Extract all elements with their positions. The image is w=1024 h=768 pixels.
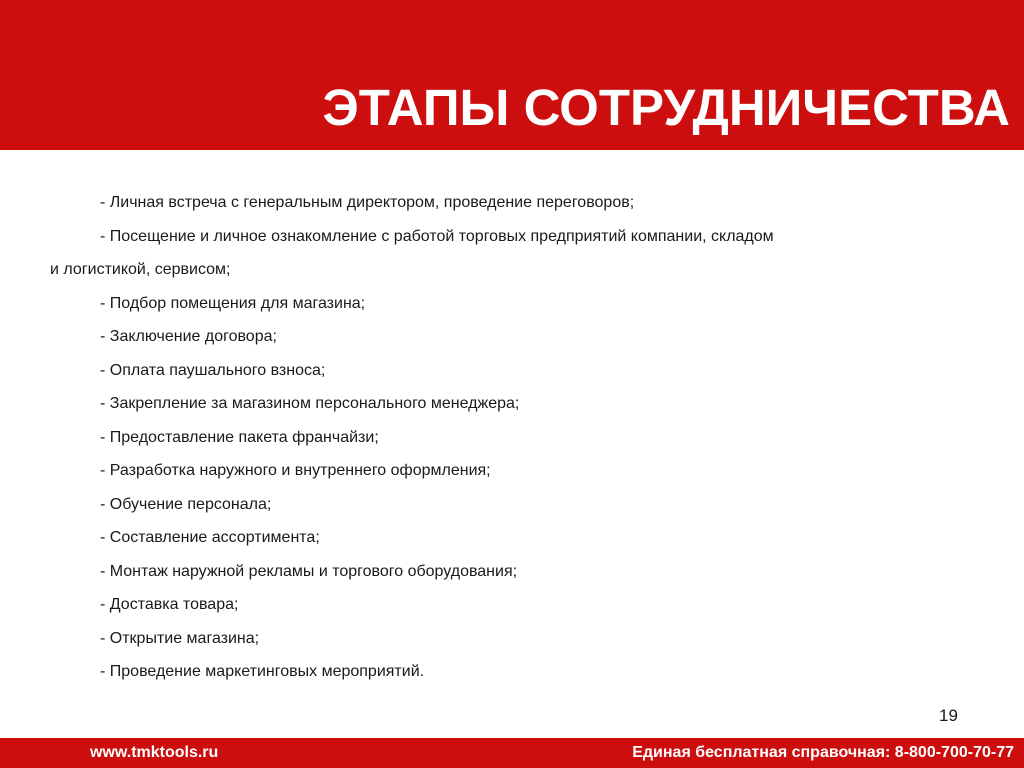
list-item: - Подбор помещения для магазина;	[100, 294, 366, 312]
footer-bar	[0, 738, 1024, 768]
stages-list	[50, 186, 910, 689]
slide-title: ЭТАПЫ СОТРУДНИЧЕСТВА	[322, 79, 1010, 136]
list-item: - Разработка наружного и внутреннего оформления;	[100, 462, 491, 479]
list-item: - Доставка товара;	[100, 596, 239, 613]
list-item: - Составление ассортимента;	[100, 529, 320, 546]
list-item: - Личная встреча с генеральным директором, проведение переговоров;	[100, 194, 635, 211]
hotline-text: Единая бесплатная справочная: 8-800-700-70-77	[632, 744, 1014, 761]
list-item: - Предоставление пакета франчайзи;	[100, 428, 379, 446]
list-item: - Обучение персонала;	[100, 495, 272, 513]
list-item: - Посещение и личное ознакомление с работой торговых предприятий компании, складом	[100, 227, 774, 245]
list-item: - Монтаж наружной рекламы и торгового оборудования;	[100, 562, 518, 580]
website-link[interactable]: www.tmktools.ru	[90, 744, 219, 761]
list-item: - Закрепление за магазином персонального менеджера;	[100, 395, 520, 412]
list-item: - Проведение маркетинговых мероприятий.	[100, 663, 425, 680]
page-number: 19	[939, 706, 958, 725]
list-item: - Оплата паушального взноса;	[100, 361, 326, 379]
list-item: - Открытие магазина;	[100, 629, 260, 647]
list-item-continuation: и логистикой, сервисом;	[50, 261, 231, 278]
header-bar	[0, 0, 1024, 150]
list-item: - Заключение договора;	[100, 328, 277, 345]
